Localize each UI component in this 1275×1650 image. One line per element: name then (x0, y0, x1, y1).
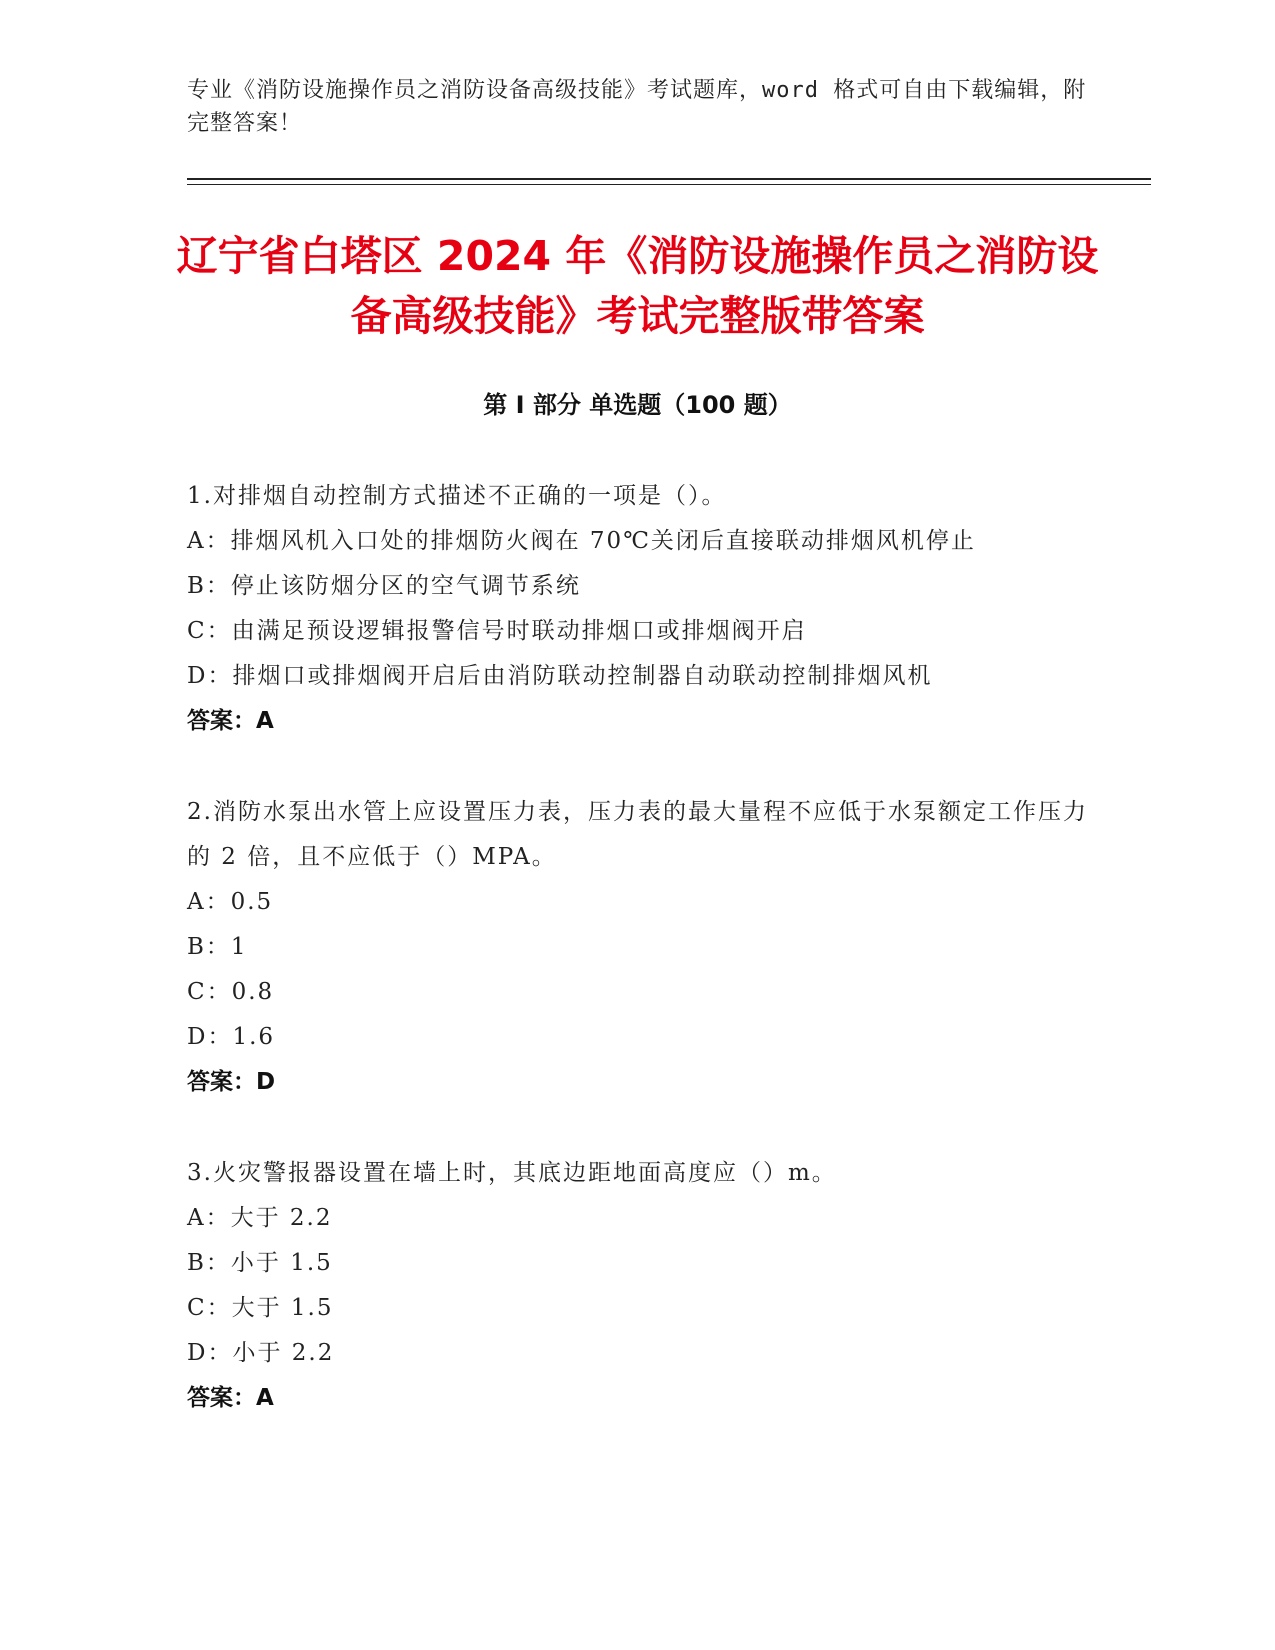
answer-line: 答案：D (187, 1069, 276, 1095)
header-rule-thin (187, 184, 1151, 185)
document-title: 辽宁省白塔区 2024 年《消防设施操作员之消防设备高级技能》考试完整版带答案 (176, 232, 1099, 340)
answer-line: 答案：A (187, 708, 274, 734)
question-stem: 1.对排烟自动控制方式描述不正确的一项是（）。 (187, 483, 727, 509)
question-stem: 3.火灾警报器设置在墙上时，其底边距地面高度应（）m。 (187, 1160, 837, 1186)
option-b: B：小于 1.5 (187, 1250, 333, 1276)
option-d: D：小于 2.2 (187, 1340, 335, 1366)
header-rule-thick (187, 178, 1151, 180)
option-d: D：排烟口或排烟阀开启后由消防联动控制器自动联动控制排烟风机 (187, 663, 933, 689)
question-list (187, 474, 1107, 1467)
option-b: B：停止该防烟分区的空气调节系统 (187, 573, 581, 599)
option-c: C：0.8 (187, 979, 275, 1005)
option-a: A：0.5 (187, 889, 274, 915)
option-b: B：1 (187, 934, 248, 960)
question-stem: 2.消防水泵出水管上应设置压力表，压力表的最大量程不应低于水泵额定工作压力的 2 倍，且不应低于（）MPA。 (187, 799, 1088, 870)
question-item (187, 1151, 1107, 1421)
answer-line: 答案：A (187, 1385, 274, 1411)
option-c: C：大于 1.5 (187, 1295, 334, 1321)
option-a: A：排烟风机入口处的排烟防火阀在 70℃关闭后直接联动排烟风机停止 (187, 528, 976, 554)
option-c: C：由满足预设逻辑报警信号时联动排烟口或排烟阀开启 (187, 618, 807, 644)
header-note: 专业《消防设施操作员之消防设备高级技能》考试题库，word 格式可自由下载编辑，附完整答案！ (187, 78, 1087, 136)
option-d: D：1.6 (187, 1024, 276, 1050)
option-a: A：大于 2.2 (187, 1205, 333, 1231)
section-heading: 第 I 部分 单选题（100 题） (483, 391, 792, 419)
question-item (187, 474, 1107, 744)
question-item (187, 790, 1107, 1105)
